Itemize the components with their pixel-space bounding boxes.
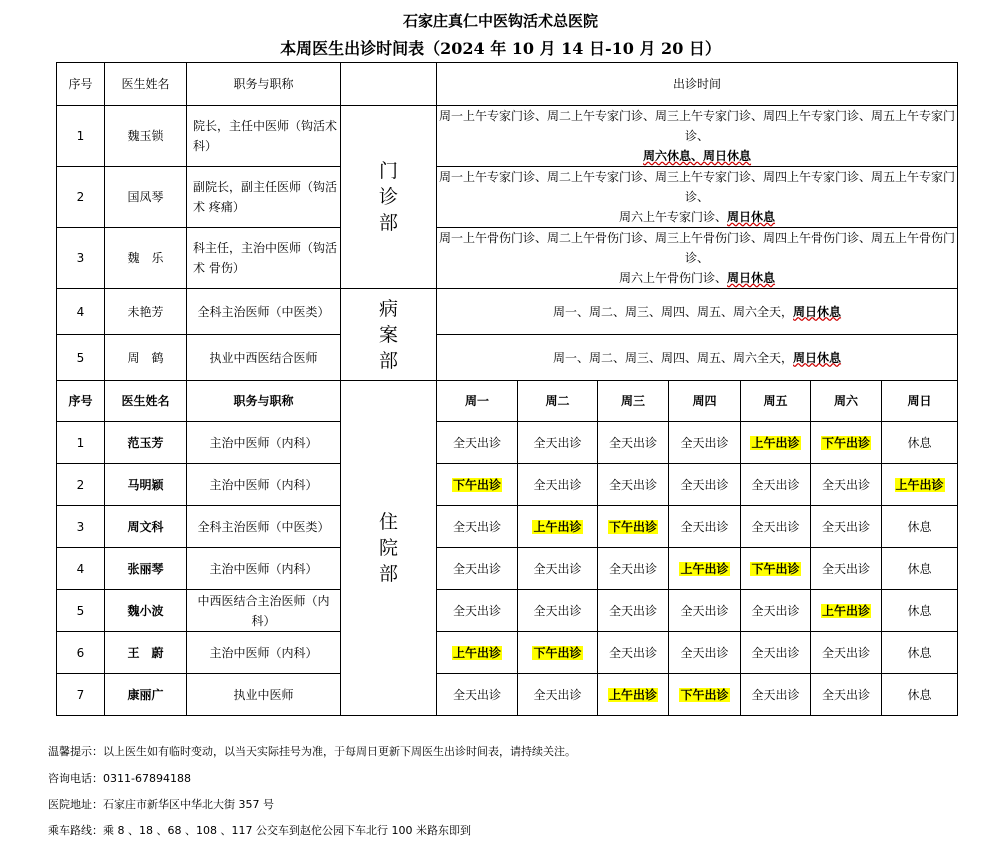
schedule-text xyxy=(437,106,958,167)
day-header: 周二 xyxy=(518,381,598,422)
shift-text: 休息 xyxy=(907,687,932,702)
day-cell xyxy=(882,590,958,632)
doctor-title: 全科主治医师（中医类） xyxy=(187,289,341,335)
shift-text: 全天出诊 xyxy=(751,645,800,660)
day-cell xyxy=(437,548,518,590)
schedule-text xyxy=(437,289,958,335)
ward-header-name: 医生姓名 xyxy=(105,381,187,422)
row-no: 7 xyxy=(57,674,105,716)
rest-day-text: 周六休息、周日休息 xyxy=(643,149,752,163)
doctor-title: 院长，主任中医师（钩活术科） xyxy=(187,106,341,167)
shift-text: 全天出诊 xyxy=(680,645,729,660)
shift-text: 全天出诊 xyxy=(821,687,870,702)
shift-text: 全天出诊 xyxy=(608,645,657,660)
shift-text: 全天出诊 xyxy=(680,477,729,492)
doctor-title: 主治中医师（内科） xyxy=(187,464,341,506)
shift-text: 全天出诊 xyxy=(751,477,800,492)
dept-case-char: 部 xyxy=(378,349,398,372)
day-cell xyxy=(882,548,958,590)
shift-text: 全天出诊 xyxy=(608,561,657,576)
schedule-line xyxy=(439,207,955,227)
row-no: 5 xyxy=(57,590,105,632)
row-no: 5 xyxy=(57,335,105,381)
schedule-line xyxy=(439,268,955,288)
doctor-title: 副院长，副主任医师（钩活术 疼痛） xyxy=(187,167,341,228)
day-header: 周一 xyxy=(437,381,518,422)
shift-text: 全天出诊 xyxy=(608,603,657,618)
day-cell xyxy=(518,506,598,548)
day-cell xyxy=(669,548,741,590)
header-name: 医生姓名 xyxy=(105,63,187,106)
schedule-part: 周六上午骨伤门诊、 xyxy=(619,271,728,285)
day-cell xyxy=(811,632,882,674)
day-cell xyxy=(882,422,958,464)
highlighted-shift: 下午出诊 xyxy=(533,645,582,660)
day-cell xyxy=(741,506,811,548)
shift-text: 全天出诊 xyxy=(452,687,501,702)
rest-day-text: 周日休息 xyxy=(727,210,776,224)
doctor-name: 周文科 xyxy=(105,506,187,548)
day-cell xyxy=(811,674,882,716)
shift-text: 休息 xyxy=(907,561,932,576)
day-cell xyxy=(811,422,882,464)
day-cell xyxy=(437,632,518,674)
day-cell xyxy=(518,632,598,674)
shift-text: 全天出诊 xyxy=(821,519,870,534)
case-row xyxy=(57,335,958,381)
row-no: 6 xyxy=(57,632,105,674)
header-title: 职务与职称 xyxy=(187,63,341,106)
dept-ward-char: 院 xyxy=(378,537,398,559)
shift-text: 休息 xyxy=(907,519,932,534)
doctor-title: 主治中医师（内科） xyxy=(187,632,341,674)
case-row xyxy=(57,289,958,335)
doctor-name: 康丽广 xyxy=(105,674,187,716)
day-cell xyxy=(518,422,598,464)
day-header: 周四 xyxy=(669,381,741,422)
highlighted-shift: 上午出诊 xyxy=(895,477,944,492)
shift-text: 全天出诊 xyxy=(680,603,729,618)
row-no: 4 xyxy=(57,548,105,590)
day-cell xyxy=(518,464,598,506)
day-cell xyxy=(437,506,518,548)
row-no: 4 xyxy=(57,289,105,335)
day-cell xyxy=(882,674,958,716)
highlighted-shift: 下午出诊 xyxy=(680,687,729,702)
day-cell xyxy=(437,590,518,632)
day-cell xyxy=(882,632,958,674)
doctor-name: 周 鹤 xyxy=(105,335,187,381)
ward-header-no: 序号 xyxy=(57,381,105,422)
phone-text: 咨询电话：0311-67894188 xyxy=(48,772,191,785)
day-cell xyxy=(598,464,669,506)
shift-text: 全天出诊 xyxy=(821,561,870,576)
dept-clinic-char: 部 xyxy=(378,212,398,234)
highlighted-shift: 下午出诊 xyxy=(821,435,870,450)
doctor-title: 全科主治医师（中医类） xyxy=(187,506,341,548)
day-cell xyxy=(741,590,811,632)
schedule-part: 周一、周二、周三、周四、周五、周六全天， xyxy=(553,350,794,365)
ward-row xyxy=(57,464,958,506)
shift-text: 全天出诊 xyxy=(821,645,870,660)
day-cell xyxy=(518,674,598,716)
doctor-name: 魏 乐 xyxy=(105,228,187,289)
row-no: 3 xyxy=(57,506,105,548)
day-cell xyxy=(811,590,882,632)
day-cell xyxy=(882,506,958,548)
shift-text: 全天出诊 xyxy=(751,603,800,618)
dept-clinic xyxy=(341,106,437,289)
shift-text: 全天出诊 xyxy=(452,561,501,576)
doctor-title: 执业中西医结合医师 xyxy=(187,335,341,381)
doctor-title: 科主任，主治中医师（钩活术 骨伤） xyxy=(187,228,341,289)
highlighted-shift: 下午出诊 xyxy=(608,519,657,534)
day-cell xyxy=(669,674,741,716)
ward-header-row xyxy=(57,381,958,422)
header-schedule: 出诊时间 xyxy=(437,63,958,106)
day-cell xyxy=(811,464,882,506)
day-cell xyxy=(598,590,669,632)
rest-day-text: 周日休息 xyxy=(793,350,842,365)
address-text: 医院地址：石家庄市新华区中华北大街 357 号 xyxy=(48,798,274,811)
route-text: 乘车路线：乘 8 、18 、68 、108 、117 公交车到赵佗公园下车北行 100 米路东即到 xyxy=(48,824,471,837)
rest-day-text: 周日休息 xyxy=(727,271,776,285)
day-cell xyxy=(669,422,741,464)
ward-header-title: 职务与职称 xyxy=(187,381,341,422)
highlighted-shift: 上午出诊 xyxy=(680,561,729,576)
day-cell xyxy=(741,464,811,506)
shift-text: 全天出诊 xyxy=(680,519,729,534)
clinic-row xyxy=(57,106,958,167)
day-cell xyxy=(882,464,958,506)
shift-text: 全天出诊 xyxy=(608,477,657,492)
doctor-title: 中西医结合主治医师（内科） xyxy=(187,590,341,632)
ward-row xyxy=(57,632,958,674)
ward-row xyxy=(57,548,958,590)
shift-text: 全天出诊 xyxy=(533,561,582,576)
shift-text: 全天出诊 xyxy=(533,603,582,618)
day-cell xyxy=(598,674,669,716)
highlighted-shift: 上午出诊 xyxy=(533,519,582,534)
doctor-name: 马明颖 xyxy=(105,464,187,506)
day-cell xyxy=(669,632,741,674)
dept-ward xyxy=(341,381,437,716)
highlighted-shift: 下午出诊 xyxy=(751,561,800,576)
day-cell xyxy=(598,506,669,548)
shift-text: 全天出诊 xyxy=(452,435,501,450)
day-cell xyxy=(811,548,882,590)
doctor-name: 张丽琴 xyxy=(105,548,187,590)
shift-text: 全天出诊 xyxy=(533,435,582,450)
ward-row xyxy=(57,422,958,464)
header-no: 序号 xyxy=(57,63,105,106)
shift-text: 全天出诊 xyxy=(533,477,582,492)
clinic-row xyxy=(57,228,958,289)
schedule-part: 周一、周二、周三、周四、周五、周六全天， xyxy=(553,304,794,319)
day-cell xyxy=(518,590,598,632)
shift-text: 全天出诊 xyxy=(680,435,729,450)
schedule-text xyxy=(437,167,958,228)
schedule-line: 周一上午专家门诊、周二上午专家门诊、周三上午专家门诊、周四上午专家门诊、周五上午专家门诊、 xyxy=(439,109,956,143)
doctor-name: 魏小波 xyxy=(105,590,187,632)
doctor-name: 王 蔚 xyxy=(105,632,187,674)
row-no: 3 xyxy=(57,228,105,289)
rest-day-text: 周日休息 xyxy=(793,304,842,319)
dept-case-char: 案 xyxy=(378,323,398,346)
doctor-name: 国凤琴 xyxy=(105,167,187,228)
day-cell xyxy=(598,548,669,590)
day-cell xyxy=(437,464,518,506)
shift-text: 全天出诊 xyxy=(751,519,800,534)
row-no: 2 xyxy=(57,167,105,228)
shift-text: 全天出诊 xyxy=(821,477,870,492)
dept-case-char: 病 xyxy=(378,297,398,320)
shift-text: 休息 xyxy=(907,435,932,450)
hospital-title: 石家庄真仁中医钩活术总医院 xyxy=(402,12,598,30)
shift-text: 全天出诊 xyxy=(608,435,657,450)
day-cell xyxy=(741,632,811,674)
day-cell xyxy=(669,464,741,506)
header-row xyxy=(57,63,958,106)
day-cell xyxy=(518,548,598,590)
header-dept xyxy=(341,63,437,106)
ward-row xyxy=(57,674,958,716)
day-header: 周三 xyxy=(598,381,669,422)
doctor-title: 主治中医师（内科） xyxy=(187,422,341,464)
clinic-row xyxy=(57,167,958,228)
highlighted-shift: 下午出诊 xyxy=(452,477,501,492)
schedule-subtitle: 本周医生出诊时间表（2024 年 10 月 14 日-10 月 20 日） xyxy=(280,39,721,58)
day-cell xyxy=(598,632,669,674)
day-header: 周六 xyxy=(811,381,882,422)
schedule-line: 周一上午专家门诊、周二上午专家门诊、周三上午专家门诊、周四上午专家门诊、周五上午专家门诊、 xyxy=(439,170,956,204)
dept-clinic-char: 诊 xyxy=(378,186,398,208)
row-no: 1 xyxy=(57,422,105,464)
day-header: 周五 xyxy=(741,381,811,422)
day-cell xyxy=(669,506,741,548)
shift-text: 全天出诊 xyxy=(533,687,582,702)
day-cell xyxy=(741,674,811,716)
shift-text: 全天出诊 xyxy=(751,687,800,702)
schedule-text xyxy=(437,228,958,289)
day-cell xyxy=(741,548,811,590)
schedule-line xyxy=(439,146,955,166)
dept-ward-char: 住 xyxy=(378,511,398,533)
row-no: 1 xyxy=(57,106,105,167)
day-cell xyxy=(437,674,518,716)
doctor-title: 主治中医师（内科） xyxy=(187,548,341,590)
highlighted-shift: 上午出诊 xyxy=(452,645,501,660)
doctor-title: 执业中医师 xyxy=(187,674,341,716)
shift-text: 休息 xyxy=(907,645,932,660)
doctor-name: 范玉芳 xyxy=(105,422,187,464)
row-no: 2 xyxy=(57,464,105,506)
shift-text: 全天出诊 xyxy=(452,603,501,618)
ward-row xyxy=(57,506,958,548)
day-cell xyxy=(811,506,882,548)
highlighted-shift: 上午出诊 xyxy=(751,435,800,450)
highlighted-shift: 上午出诊 xyxy=(608,687,657,702)
day-cell xyxy=(437,422,518,464)
dept-ward-char: 部 xyxy=(378,563,398,585)
highlighted-shift: 上午出诊 xyxy=(821,603,870,618)
schedule-table xyxy=(56,62,958,716)
shift-text: 全天出诊 xyxy=(452,519,501,534)
notice-text: 温馨提示：以上医生如有临时变动，以当天实际挂号为准，于每周日更新下周医生出诊时间表，请持续关注。 xyxy=(48,745,576,758)
dept-clinic-char: 门 xyxy=(378,160,398,182)
schedule-line: 周一上午骨伤门诊、周二上午骨伤门诊、周三上午骨伤门诊、周四上午骨伤门诊、周五上午骨伤门诊、 xyxy=(439,231,956,265)
dept-case xyxy=(341,289,437,381)
shift-text: 休息 xyxy=(907,603,932,618)
schedule-text xyxy=(437,335,958,381)
day-cell xyxy=(669,590,741,632)
schedule-part: 周六上午专家门诊、 xyxy=(619,210,728,224)
ward-row xyxy=(57,590,958,632)
doctor-name: 魏玉锁 xyxy=(105,106,187,167)
day-cell xyxy=(741,422,811,464)
day-header: 周日 xyxy=(882,381,958,422)
day-cell xyxy=(598,422,669,464)
doctor-name: 未艳芳 xyxy=(105,289,187,335)
